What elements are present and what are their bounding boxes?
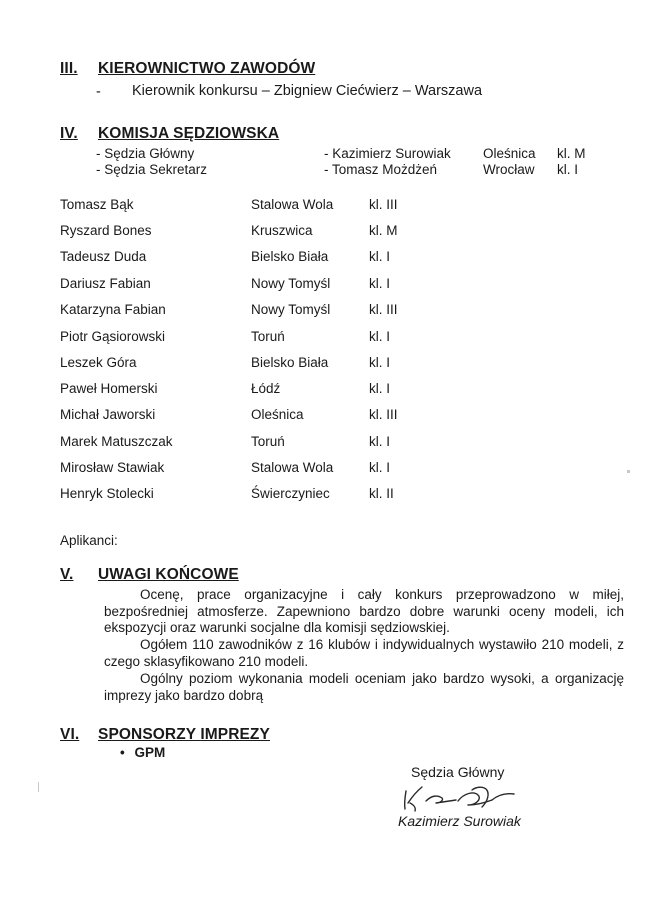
judge-name: Tomasz Bąk xyxy=(60,197,134,212)
judge-name: Katarzyna Fabian xyxy=(60,302,166,317)
bullet-icon: • xyxy=(120,745,125,760)
judge-class: kl. II xyxy=(369,486,394,501)
sponsor-name: GPM xyxy=(134,745,166,760)
remarks-paragraph-1-text: Ocenę, prace organizacyjne i cały konkurs przeprowadzono w miłej, bezpośredniej atmosferze. Zapewniono bardzo dobre warunki oceny modeli, ich ekspozycji oraz warunki socjalne dla komisji sędziowskiej. xyxy=(104,587,624,635)
judge-name: Ryszard Bones xyxy=(60,223,152,238)
secretary-role: - Sędzia Sekretarz xyxy=(96,162,208,177)
section-6-number: VI. xyxy=(60,726,80,743)
judge-name: Henryk Stolecki xyxy=(60,486,154,501)
judge-class: kl. M xyxy=(369,223,398,238)
judge-city: Stalowa Wola xyxy=(251,460,334,475)
judge-city: Bielsko Biała xyxy=(251,249,329,264)
judge-city: Toruń xyxy=(251,434,285,449)
remarks-paragraph-2 xyxy=(104,637,624,670)
section-3-heading xyxy=(60,60,315,78)
competition-manager-line: Kierownik konkursu – Zbigniew Ciećwierz – Warszawa xyxy=(132,83,483,99)
judge-class: kl. III xyxy=(369,302,398,317)
head-judge-name: - Kazimierz Surowiak xyxy=(324,146,451,161)
judge-name: Michał Jaworski xyxy=(60,407,156,422)
head-judge-role: - Sędzia Główny xyxy=(96,146,195,161)
section-3-title: KIEROWNICTWO ZAWODÓW xyxy=(98,60,316,77)
scan-mark xyxy=(38,782,39,792)
judge-city: Kruszwica xyxy=(251,223,313,238)
judge-city: Bielsko Biała xyxy=(251,355,329,370)
judge-class: kl. III xyxy=(369,197,398,212)
remarks-paragraph-3-text: Ogólny poziom wykonania modeli oceniam jako bardzo wysoki, a organizację imprezy jako bardzo dobrą xyxy=(104,671,624,703)
judge-name: Leszek Góra xyxy=(60,355,137,370)
remarks-paragraph-3 xyxy=(104,671,624,704)
scan-mark xyxy=(627,470,630,473)
judge-city: Łódź xyxy=(251,381,281,396)
section-6-title: SPONSORZY IMPREZY xyxy=(98,726,270,743)
judge-city: Oleśnica xyxy=(251,407,304,422)
judge-name: Piotr Gąsiorowski xyxy=(60,329,166,344)
judge-class: kl. I xyxy=(369,381,391,396)
judge-class: kl. I xyxy=(369,355,391,370)
head-judge-class: kl. M xyxy=(557,146,586,161)
secretary-class: kl. I xyxy=(557,162,579,177)
section-4-title: KOMISJA SĘDZIOWSKA xyxy=(98,125,280,142)
judge-city: Toruń xyxy=(251,329,285,344)
section-6-heading xyxy=(60,726,270,744)
signature-name: Kazimierz Surowiak xyxy=(398,813,521,829)
section-5-heading xyxy=(60,566,239,584)
secretary-city: Wrocław xyxy=(483,162,535,177)
judge-class: kl. I xyxy=(369,276,391,291)
judge-class: kl. III xyxy=(369,407,398,422)
secretary-name: - Tomasz Możdżeń xyxy=(324,162,438,177)
head-judge-city: Oleśnica xyxy=(483,146,536,161)
judge-class: kl. I xyxy=(369,460,391,475)
judge-class: kl. I xyxy=(369,434,391,449)
signature-role: Sędzia Główny xyxy=(411,764,505,780)
judge-city: Nowy Tomyśl xyxy=(251,302,331,317)
judge-class: kl. I xyxy=(369,329,391,344)
section-4-number: IV. xyxy=(60,125,78,142)
remarks-paragraph-2-text: Ogółem 110 zawodników z 16 klubów i indywidualnych wystawiło 210 modeli, z czego sklasyfikowano 210 modeli. xyxy=(104,637,624,669)
judge-name: Dariusz Fabian xyxy=(60,276,151,291)
section-5-title: UWAGI KOŃCOWE xyxy=(98,566,239,583)
applicants-label: Aplikanci: xyxy=(60,533,118,548)
judge-city: Świerczyniec xyxy=(251,486,330,501)
judge-name: Tadeusz Duda xyxy=(60,249,147,264)
judge-name: Marek Matuszczak xyxy=(60,434,173,449)
remarks-paragraph-1 xyxy=(104,587,624,637)
section-5-number: V. xyxy=(60,566,74,583)
sponsor-item xyxy=(120,745,165,760)
section-3-number: III. xyxy=(60,60,78,77)
section-4-heading xyxy=(60,125,279,143)
judge-city: Nowy Tomyśl xyxy=(251,276,331,291)
section-3-dash: - xyxy=(96,84,101,100)
judge-name: Mirosław Stawiak xyxy=(60,460,165,475)
judge-city: Stalowa Wola xyxy=(251,197,334,212)
judge-class: kl. I xyxy=(369,249,391,264)
handwritten-signature xyxy=(398,781,526,815)
judge-name: Paweł Homerski xyxy=(60,381,158,396)
